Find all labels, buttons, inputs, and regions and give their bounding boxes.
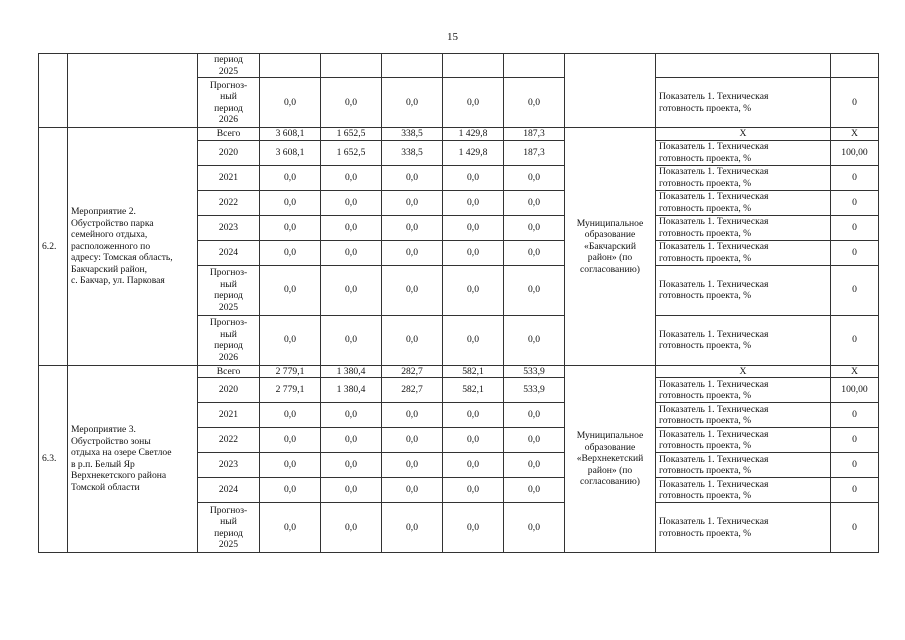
amount-cell: 0,0: [260, 190, 321, 215]
indicator-value-cell: 0: [831, 453, 879, 478]
indicator-value-cell: 0: [831, 190, 879, 215]
amount-cell: 0,0: [321, 428, 382, 453]
amount-cell: 1 380,4: [321, 378, 382, 403]
amount-cell: 582,1: [443, 378, 504, 403]
amount-cell: 2 779,1: [260, 365, 321, 378]
period-cell: Прогноз- ный период 2025: [198, 265, 260, 315]
amount-cell: 0,0: [382, 215, 443, 240]
amount-cell: 0,0: [443, 190, 504, 215]
amount-cell: 0,0: [382, 403, 443, 428]
table-row: [39, 128, 879, 141]
amount-cell: 0,0: [443, 403, 504, 428]
amount-cell: 0,0: [382, 265, 443, 315]
row-number-cell: [39, 54, 68, 128]
period-cell: период 2025: [198, 54, 260, 78]
amount-cell: 1 429,8: [443, 128, 504, 141]
indicator-cell: Показатель 1. Техническая готовность проекта, %: [656, 190, 831, 215]
amount-cell: 0,0: [260, 403, 321, 428]
amount-cell: [260, 54, 321, 78]
amount-cell: [321, 54, 382, 78]
amount-cell: 0,0: [443, 478, 504, 503]
amount-cell: 0,0: [321, 78, 382, 128]
amount-cell: 187,3: [504, 140, 565, 165]
amount-cell: 0,0: [321, 403, 382, 428]
indicator-value-cell: 0: [831, 165, 879, 190]
indicator-value-cell: X: [831, 365, 879, 378]
period-cell: 2020: [198, 140, 260, 165]
indicator-cell: Показатель 1. Техническая готовность проекта, %: [656, 140, 831, 165]
period-cell: 2020: [198, 378, 260, 403]
amount-cell: 0,0: [443, 315, 504, 365]
amount-cell: 0,0: [260, 215, 321, 240]
amount-cell: 0,0: [260, 315, 321, 365]
amount-cell: 0,0: [382, 240, 443, 265]
amount-cell: 0,0: [504, 190, 565, 215]
amount-cell: 0,0: [443, 215, 504, 240]
amount-cell: 0,0: [504, 478, 565, 503]
amount-cell: 0,0: [260, 428, 321, 453]
period-cell: Всего: [198, 365, 260, 378]
indicator-cell: X: [656, 365, 831, 378]
amount-cell: 0,0: [382, 190, 443, 215]
period-cell: 2021: [198, 165, 260, 190]
responsible-cell: Муниципальное образование «Верхнекетский район» (по согласованию): [565, 365, 656, 553]
amount-cell: 0,0: [321, 315, 382, 365]
amount-cell: 0,0: [382, 503, 443, 553]
period-cell: 2023: [198, 215, 260, 240]
amount-cell: 1 652,5: [321, 128, 382, 141]
amount-cell: 2 779,1: [260, 378, 321, 403]
amount-cell: 0,0: [504, 165, 565, 190]
amount-cell: 0,0: [504, 428, 565, 453]
indicator-cell: Показатель 1. Техническая готовность проекта, %: [656, 265, 831, 315]
amount-cell: 0,0: [260, 240, 321, 265]
amount-cell: 0,0: [321, 240, 382, 265]
indicator-value-cell: 0: [831, 503, 879, 553]
amount-cell: 0,0: [443, 503, 504, 553]
amount-cell: 3 608,1: [260, 140, 321, 165]
amount-cell: 582,1: [443, 365, 504, 378]
indicator-value-cell: 100,00: [831, 140, 879, 165]
indicator-cell: Показатель 1. Техническая готовность проекта, %: [656, 478, 831, 503]
indicator-cell: Показатель 1. Техническая готовность проекта, %: [656, 503, 831, 553]
amount-cell: 0,0: [443, 240, 504, 265]
amount-cell: 0,0: [321, 165, 382, 190]
amount-cell: 1 429,8: [443, 140, 504, 165]
row-number-cell: 6.3.: [39, 365, 68, 553]
table-row: [39, 365, 879, 378]
amount-cell: 0,0: [321, 215, 382, 240]
page-number: 15: [447, 31, 458, 43]
amount-cell: 0,0: [260, 478, 321, 503]
amount-cell: 0,0: [260, 453, 321, 478]
indicator-cell: Показатель 1. Техническая готовность проекта, %: [656, 240, 831, 265]
period-cell: Прогноз- ный период 2026: [198, 315, 260, 365]
amount-cell: 3 608,1: [260, 128, 321, 141]
amount-cell: 0,0: [504, 78, 565, 128]
indicator-cell: Показатель 1. Техническая готовность проекта, %: [656, 428, 831, 453]
amount-cell: 0,0: [382, 428, 443, 453]
indicator-value-cell: 0: [831, 265, 879, 315]
amount-cell: 1 380,4: [321, 365, 382, 378]
indicator-cell: X: [656, 128, 831, 141]
indicator-value-cell: 0: [831, 478, 879, 503]
indicator-value-cell: 0: [831, 403, 879, 428]
indicator-value-cell: 0: [831, 315, 879, 365]
responsible-cell: Муниципальное образование «Бакчарский район» (по согласованию): [565, 128, 656, 366]
period-cell: 2021: [198, 403, 260, 428]
indicator-value-cell: 0: [831, 215, 879, 240]
amount-cell: 0,0: [443, 428, 504, 453]
event-name-cell: [68, 54, 198, 128]
amount-cell: 0,0: [321, 265, 382, 315]
amount-cell: 0,0: [382, 315, 443, 365]
amount-cell: 0,0: [504, 215, 565, 240]
indicator-cell: Показатель 1. Техническая готовность проекта, %: [656, 215, 831, 240]
amount-cell: 1 652,5: [321, 140, 382, 165]
period-cell: 2024: [198, 478, 260, 503]
amount-cell: 0,0: [260, 503, 321, 553]
indicator-cell: [656, 54, 831, 78]
period-cell: 2022: [198, 428, 260, 453]
indicator-value-cell: X: [831, 128, 879, 141]
amount-cell: 0,0: [504, 240, 565, 265]
amount-cell: 0,0: [321, 453, 382, 478]
amount-cell: 533,9: [504, 365, 565, 378]
amount-cell: 338,5: [382, 140, 443, 165]
amount-cell: 0,0: [504, 453, 565, 478]
indicator-cell: Показатель 1. Техническая готовность проекта, %: [656, 315, 831, 365]
indicator-cell: Показатель 1. Техническая готовность проекта, %: [656, 378, 831, 403]
indicator-cell: Показатель 1. Техническая готовность проекта, %: [656, 403, 831, 428]
amount-cell: 0,0: [260, 165, 321, 190]
amount-cell: 0,0: [504, 503, 565, 553]
amount-cell: 0,0: [382, 165, 443, 190]
amount-cell: [443, 54, 504, 78]
indicator-value-cell: 0: [831, 240, 879, 265]
amount-cell: 0,0: [321, 190, 382, 215]
table-row: [39, 54, 879, 78]
responsible-cell: [565, 54, 656, 128]
amount-cell: 0,0: [443, 165, 504, 190]
amount-cell: 0,0: [260, 265, 321, 315]
indicator-cell: Показатель 1. Техническая готовность проекта, %: [656, 165, 831, 190]
amount-cell: 0,0: [504, 315, 565, 365]
indicator-cell: Показатель 1. Техническая готовность проекта, %: [656, 78, 831, 128]
period-cell: Всего: [198, 128, 260, 141]
amount-cell: 0,0: [382, 478, 443, 503]
row-number-cell: 6.2.: [39, 128, 68, 366]
period-cell: 2024: [198, 240, 260, 265]
amount-cell: 282,7: [382, 365, 443, 378]
amount-cell: 0,0: [382, 78, 443, 128]
amount-cell: 533,9: [504, 378, 565, 403]
amount-cell: 0,0: [321, 503, 382, 553]
indicator-value-cell: 100,00: [831, 378, 879, 403]
amount-cell: 0,0: [443, 78, 504, 128]
amount-cell: 0,0: [504, 403, 565, 428]
indicator-value-cell: 0: [831, 78, 879, 128]
amount-cell: 0,0: [443, 265, 504, 315]
period-cell: Прогноз- ный период 2025: [198, 503, 260, 553]
amount-cell: 0,0: [260, 78, 321, 128]
indicator-value-cell: 0: [831, 428, 879, 453]
table-body: [39, 54, 879, 553]
event-name-cell: Мероприятие 3. Обустройство зоны отдыха на озере Светлое в р.п. Белый Яр Верхнекетского района Томской области: [68, 365, 198, 553]
program-table: [38, 53, 879, 553]
period-cell: 2023: [198, 453, 260, 478]
amount-cell: 0,0: [443, 453, 504, 478]
amount-cell: [382, 54, 443, 78]
period-cell: Прогноз- ный период 2026: [198, 78, 260, 128]
amount-cell: 282,7: [382, 378, 443, 403]
amount-cell: 0,0: [382, 453, 443, 478]
amount-cell: 0,0: [321, 478, 382, 503]
amount-cell: 338,5: [382, 128, 443, 141]
amount-cell: 0,0: [504, 265, 565, 315]
amount-cell: 187,3: [504, 128, 565, 141]
indicator-cell: Показатель 1. Техническая готовность проекта, %: [656, 453, 831, 478]
amount-cell: [504, 54, 565, 78]
event-name-cell: Мероприятие 2. Обустройство парка семейного отдыха, расположенного по адресу: Томская область, Бакчарский район, с. Бакчар, ул. Парковая: [68, 128, 198, 366]
indicator-value-cell: [831, 54, 879, 78]
period-cell: 2022: [198, 190, 260, 215]
